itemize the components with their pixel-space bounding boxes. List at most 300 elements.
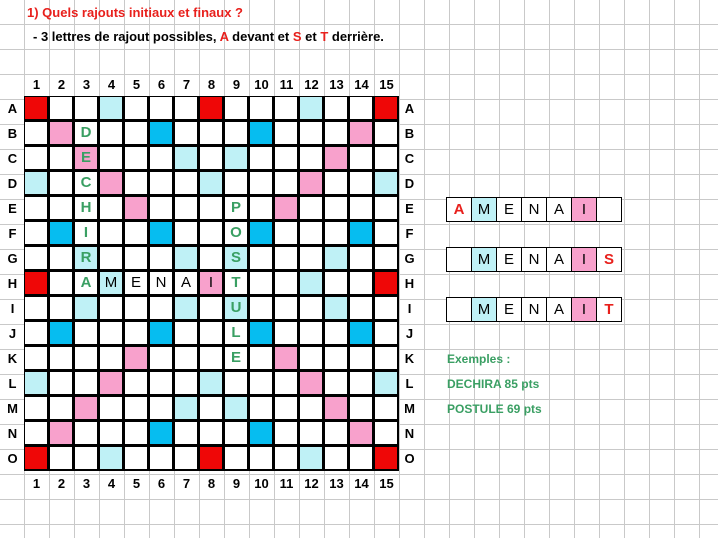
board-cell [299,396,323,420]
board-cell [124,96,148,120]
board-tile: C [74,171,98,195]
board-cell [74,446,98,470]
board-cell [374,121,398,145]
board-cell [224,171,248,195]
subtitle-letter-t: T [320,29,329,44]
board-cell [99,396,123,420]
board-tile: E [224,346,248,370]
board-cell [99,321,123,345]
row-label: K [404,351,415,366]
word-letter: A [447,198,471,221]
column-label: 12 [304,476,319,491]
board-cell [149,221,173,245]
board-cell [349,421,373,445]
column-label: 10 [254,77,269,92]
board-cell [99,196,123,220]
board-cell [224,96,248,120]
board-cell [299,96,323,120]
board-cell [24,121,48,145]
board-cell [349,371,373,395]
column-label: 13 [329,476,344,491]
board-cell [224,371,248,395]
board-cell [324,396,348,420]
word-letter: N [522,298,546,321]
board-cell [324,121,348,145]
subtitle-letter-s: S [292,29,302,44]
board-cell [249,146,273,170]
row-label: A [7,101,18,116]
board-tile: E [124,271,148,295]
board-cell [374,171,398,195]
board-cell [299,296,323,320]
board-cell [199,321,223,345]
board-cell [24,221,48,245]
column-label: 13 [329,77,344,92]
board-cell [324,221,348,245]
board-cell [199,171,223,195]
board-cell [349,271,373,295]
board-cell [149,146,173,170]
board-cell [74,96,98,120]
board-cell [374,296,398,320]
example-line-1: DECHIRA 85 pts [447,377,540,391]
board-cell [274,346,298,370]
board-cell [349,96,373,120]
column-label: 8 [207,476,216,491]
board-cell [49,196,73,220]
board-cell [99,121,123,145]
board-tile: T [224,271,248,295]
board-cell [74,321,98,345]
board-cell [174,121,198,145]
column-label: 9 [232,77,241,92]
board-cell [374,321,398,345]
board-cell [49,221,73,245]
board-tile: O [224,221,248,245]
board-tile: I [74,221,98,245]
board-cell [149,346,173,370]
board-cell [349,171,373,195]
column-label: 4 [107,77,116,92]
board-cell [199,421,223,445]
board-cell [199,371,223,395]
board-cell [49,146,73,170]
board-cell [149,246,173,270]
board-tile: U [224,296,248,320]
board-cell [149,196,173,220]
board-cell [174,196,198,220]
board-cell [349,246,373,270]
board-cell [274,271,298,295]
board-cell [274,246,298,270]
board-cell [149,121,173,145]
column-label: 10 [254,476,269,491]
board-cell [24,246,48,270]
board-cell [274,196,298,220]
row-label: A [404,101,415,116]
board-cell [74,346,98,370]
board-cell [99,346,123,370]
board-cell [299,321,323,345]
board-cell [124,396,148,420]
board-cell [299,196,323,220]
board-cell [149,321,173,345]
board-cell [174,371,198,395]
board-cell [374,146,398,170]
board-cell [324,346,348,370]
column-label: 5 [132,476,141,491]
board-tile: M [99,271,123,295]
board-cell [174,446,198,470]
board-cell [249,96,273,120]
board-cell [274,446,298,470]
column-label: 11 [279,476,294,491]
board-cell [274,146,298,170]
board-cell [299,421,323,445]
board-cell [299,171,323,195]
board-cell [149,296,173,320]
board-cell [74,296,98,320]
board-tile: E [74,146,98,170]
row-label: G [404,251,415,266]
board-cell [49,421,73,445]
column-label: 2 [57,476,66,491]
column-label: 6 [157,77,166,92]
column-label: 14 [354,77,369,92]
board-cell [174,221,198,245]
column-label: 3 [82,77,91,92]
board-tile: I [199,271,223,295]
example-line-2: POSTULE 69 pts [447,402,542,416]
board-cell [374,96,398,120]
board-cell [49,271,73,295]
word-letter: N [522,198,546,221]
board-cell [249,196,273,220]
row-label: G [7,251,18,266]
board-cell [249,421,273,445]
subtitle-and: et [301,29,321,44]
board-cell [324,321,348,345]
board-cell [124,446,148,470]
board-tile: A [174,271,198,295]
board-cell [99,246,123,270]
board-cell [24,421,48,445]
board-cell [124,321,148,345]
board-cell [174,96,198,120]
board-cell [49,171,73,195]
board-cell [174,146,198,170]
board-cell [299,271,323,295]
board-cell [199,246,223,270]
board-cell [124,121,148,145]
board-cell [324,196,348,220]
board-cell [49,321,73,345]
board-tile: S [224,246,248,270]
board-cell [24,346,48,370]
row-label: C [404,151,415,166]
row-label: F [8,226,17,241]
board-tile: L [224,321,248,345]
board-cell [149,371,173,395]
row-label: B [7,126,18,141]
board-cell [299,146,323,170]
board-cell [249,246,273,270]
board-cell [124,246,148,270]
board-cell [124,221,148,245]
word-letter: M [472,298,496,321]
row-label: L [405,376,414,391]
board-cell [199,96,223,120]
board-cell [274,296,298,320]
board-cell [99,421,123,445]
row-label: C [7,151,18,166]
board-cell [24,446,48,470]
board-cell [199,221,223,245]
board-cell [149,421,173,445]
board-cell [149,446,173,470]
column-label: 9 [232,476,241,491]
board-cell [324,421,348,445]
row-label: N [404,426,415,441]
word-letter: E [497,248,521,271]
board-cell [249,446,273,470]
board-cell [49,121,73,145]
word-letter: T [597,298,621,321]
row-label: I [407,301,412,316]
column-label: 11 [279,77,294,92]
board-cell [274,421,298,445]
word-letter: N [522,248,546,271]
board-cell [199,196,223,220]
row-label: E [8,201,17,216]
board-cell [149,96,173,120]
board-tile: H [74,196,98,220]
column-label: 15 [379,77,394,92]
board-cell [49,246,73,270]
word-letter: M [472,198,496,221]
board-tile: R [74,246,98,270]
board-cell [374,246,398,270]
column-label: 6 [157,476,166,491]
word-letter: E [497,298,521,321]
board-cell [149,171,173,195]
board-cell [24,146,48,170]
board-cell [374,196,398,220]
row-label: M [7,401,18,416]
row-label: O [7,451,18,466]
board-cell [124,296,148,320]
board-cell [299,346,323,370]
row-label: N [7,426,18,441]
word-letter [447,248,471,271]
column-label: 1 [32,77,41,92]
word-strip [446,297,622,322]
word-letter: S [597,248,621,271]
word-letter: A [547,198,571,221]
board-cell [324,446,348,470]
page-title: 1) Quels rajouts initiaux et finaux ? [27,5,243,20]
board-cell [224,446,248,470]
board-cell [299,221,323,245]
board-cell [174,346,198,370]
row-label: O [404,451,415,466]
board-cell [99,221,123,245]
column-label: 4 [107,476,116,491]
row-label: D [404,176,415,191]
row-label: H [7,276,18,291]
board-tile: A [74,271,98,295]
board-cell [124,171,148,195]
board-cell [349,221,373,245]
subtitle-letter-a: A [219,29,229,44]
column-label: 3 [82,476,91,491]
column-label: 15 [379,476,394,491]
board-cell [99,371,123,395]
board-cell [324,296,348,320]
board-cell [299,121,323,145]
word-letter: E [497,198,521,221]
board-cell [124,421,148,445]
board-cell [199,121,223,145]
board-cell [24,96,48,120]
board-cell [99,171,123,195]
board-cell [374,421,398,445]
board-cell [249,346,273,370]
board-cell [274,321,298,345]
board-cell [49,296,73,320]
word-strip [446,247,622,272]
board-cell [324,271,348,295]
column-label: 2 [57,77,66,92]
board-cell [299,246,323,270]
word-strip [446,197,622,222]
board-cell [99,446,123,470]
board-cell [224,146,248,170]
board-cell [49,346,73,370]
board-cell [24,296,48,320]
row-label: J [8,326,17,341]
row-label: H [404,276,415,291]
word-letter: I [572,198,596,221]
board-cell [324,246,348,270]
board-cell [224,421,248,445]
board-cell [49,371,73,395]
board-cell [349,321,373,345]
board-cell [149,396,173,420]
board-cell [199,396,223,420]
board-cell [274,221,298,245]
board-cell [249,171,273,195]
board-cell [224,396,248,420]
board-cell [49,96,73,120]
board-cell [374,271,398,295]
board-cell [349,121,373,145]
subtitle-suffix: derrière. [328,29,384,44]
board-cell [74,371,98,395]
row-label: K [7,351,18,366]
board-cell [199,146,223,170]
board-cell [374,396,398,420]
board-cell [374,371,398,395]
board-cell [324,96,348,120]
board-cell [74,396,98,420]
board-cell [274,121,298,145]
row-label: F [405,226,414,241]
column-label: 12 [304,77,319,92]
board-cell [249,296,273,320]
board-cell [124,346,148,370]
row-label: M [404,401,415,416]
board-cell [124,146,148,170]
board-cell [274,171,298,195]
board-cell [24,271,48,295]
row-label: E [405,201,414,216]
row-label: I [10,301,15,316]
board-cell [124,196,148,220]
board-cell [249,371,273,395]
word-letter: I [572,248,596,271]
row-label: D [7,176,18,191]
board-cell [349,146,373,170]
board-cell [174,321,198,345]
board-cell [349,396,373,420]
board-cell [199,346,223,370]
board-cell [24,196,48,220]
row-label: B [404,126,415,141]
column-label: 7 [182,476,191,491]
board-cell [299,371,323,395]
word-letter: A [547,298,571,321]
board-cell [249,121,273,145]
column-label: 1 [32,476,41,491]
examples-heading: Exemples : [447,352,511,366]
subtitle-prefix: - 3 lettres de rajout possibles, [33,29,220,44]
board-cell [24,321,48,345]
board-cell [374,346,398,370]
board-cell [174,246,198,270]
column-label: 14 [354,476,369,491]
board-cell [74,421,98,445]
board-cell [249,321,273,345]
board-cell [249,396,273,420]
column-label: 8 [207,77,216,92]
board-cell [174,296,198,320]
row-label: J [405,326,414,341]
board-cell [274,96,298,120]
board-cell [349,196,373,220]
word-letter [447,298,471,321]
board-cell [24,171,48,195]
board-cell [324,146,348,170]
board-cell [349,446,373,470]
board-cell [99,96,123,120]
word-letter [597,198,621,221]
board-cell [199,296,223,320]
subtitle-mid: devant et [228,29,293,44]
board-cell [24,371,48,395]
board-cell [124,371,148,395]
board-cell [174,396,198,420]
board-cell [324,371,348,395]
board-cell [374,446,398,470]
word-letter: M [472,248,496,271]
board-cell [249,271,273,295]
board-cell [49,396,73,420]
board-cell [24,396,48,420]
board-cell [274,371,298,395]
board-cell [349,346,373,370]
board-cell [174,171,198,195]
